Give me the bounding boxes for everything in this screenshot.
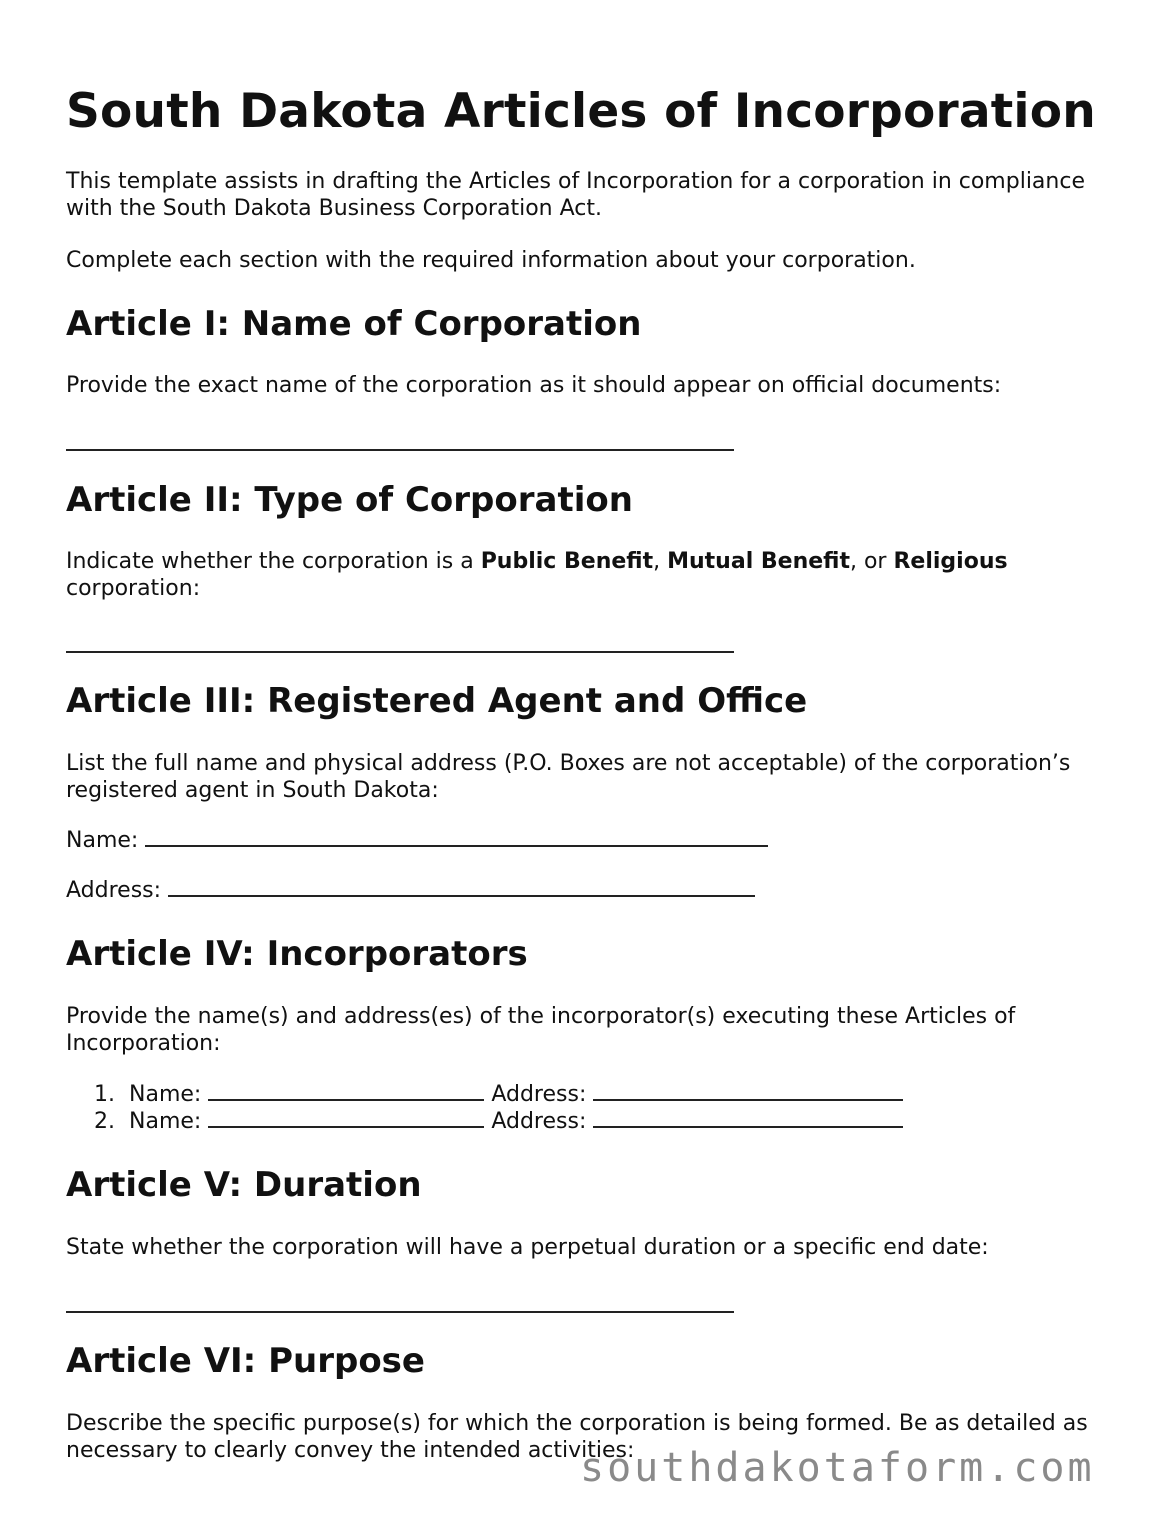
incorporator-2-name-field[interactable] [208,1125,484,1128]
article-2-heading: Article II: Type of Corporation [66,480,633,520]
option-public-benefit: Public Benefit [480,549,654,574]
list-item: 2. Name: Address: [94,1108,903,1135]
article-1-heading: Article I: Name of Corporation [66,304,642,344]
page-title: South Dakota Articles of Incorporation [66,84,1096,139]
incorporator-1-name-field[interactable] [208,1098,484,1101]
article-6-heading: Article VI: Purpose [66,1341,425,1381]
list-item: 1. Name: Address: [94,1081,903,1108]
agent-address-row [66,877,1116,904]
article-2-text: Indicate whether the corporation is a Public Benefit, Mutual Benefit, or Religious corporation: [66,549,1008,601]
corporation-type-field[interactable] [66,651,734,653]
duration-field[interactable] [66,1311,734,1313]
incorporator-1-address-field[interactable] [593,1098,903,1101]
agent-address-label: Address: [66,878,162,903]
article-3-heading: Article III: Registered Agent and Office [66,681,808,721]
article-3-text: List the full name and physical address (P.O. Boxes are not acceptable) of the corporation’s registered agent in South Dakota: [66,751,1071,803]
incorporator-2-address-field[interactable] [593,1125,903,1128]
option-mutual-benefit: Mutual Benefit [667,549,850,574]
intro-instruction: Complete each section with the required information about your corporation. [66,248,916,273]
agent-name-field[interactable] [145,844,768,847]
agent-address-field[interactable] [168,894,755,897]
option-religious: Religious [893,549,1008,574]
article-1-text: Provide the exact name of the corporation as it should appear on official documents: [66,373,1002,398]
article-6-text: Describe the specific purpose(s) for which the corporation is being formed. Be as detailed as necessary to clearly convey the intended activities: [66,1411,1088,1463]
intro-paragraph: This template assists in drafting the Articles of Incorporation for a corporation in compliance with the South Dakota Business Corporation Act. [66,169,1085,221]
incorporators-list [94,1081,903,1135]
article-5-text: State whether the corporation will have a perpetual duration or a specific end date: [66,1235,989,1260]
article-4-text: Provide the name(s) and address(es) of the incorporator(s) executing these Articles of Incorporation: [66,1004,1016,1056]
watermark: southdakotaform.com [580,1445,1095,1491]
agent-name-label: Name: [66,828,139,853]
agent-name-row [66,827,1116,854]
article-5-heading: Article V: Duration [66,1165,422,1205]
article-4-heading: Article IV: Incorporators [66,934,528,974]
corporation-name-field[interactable] [66,449,734,451]
